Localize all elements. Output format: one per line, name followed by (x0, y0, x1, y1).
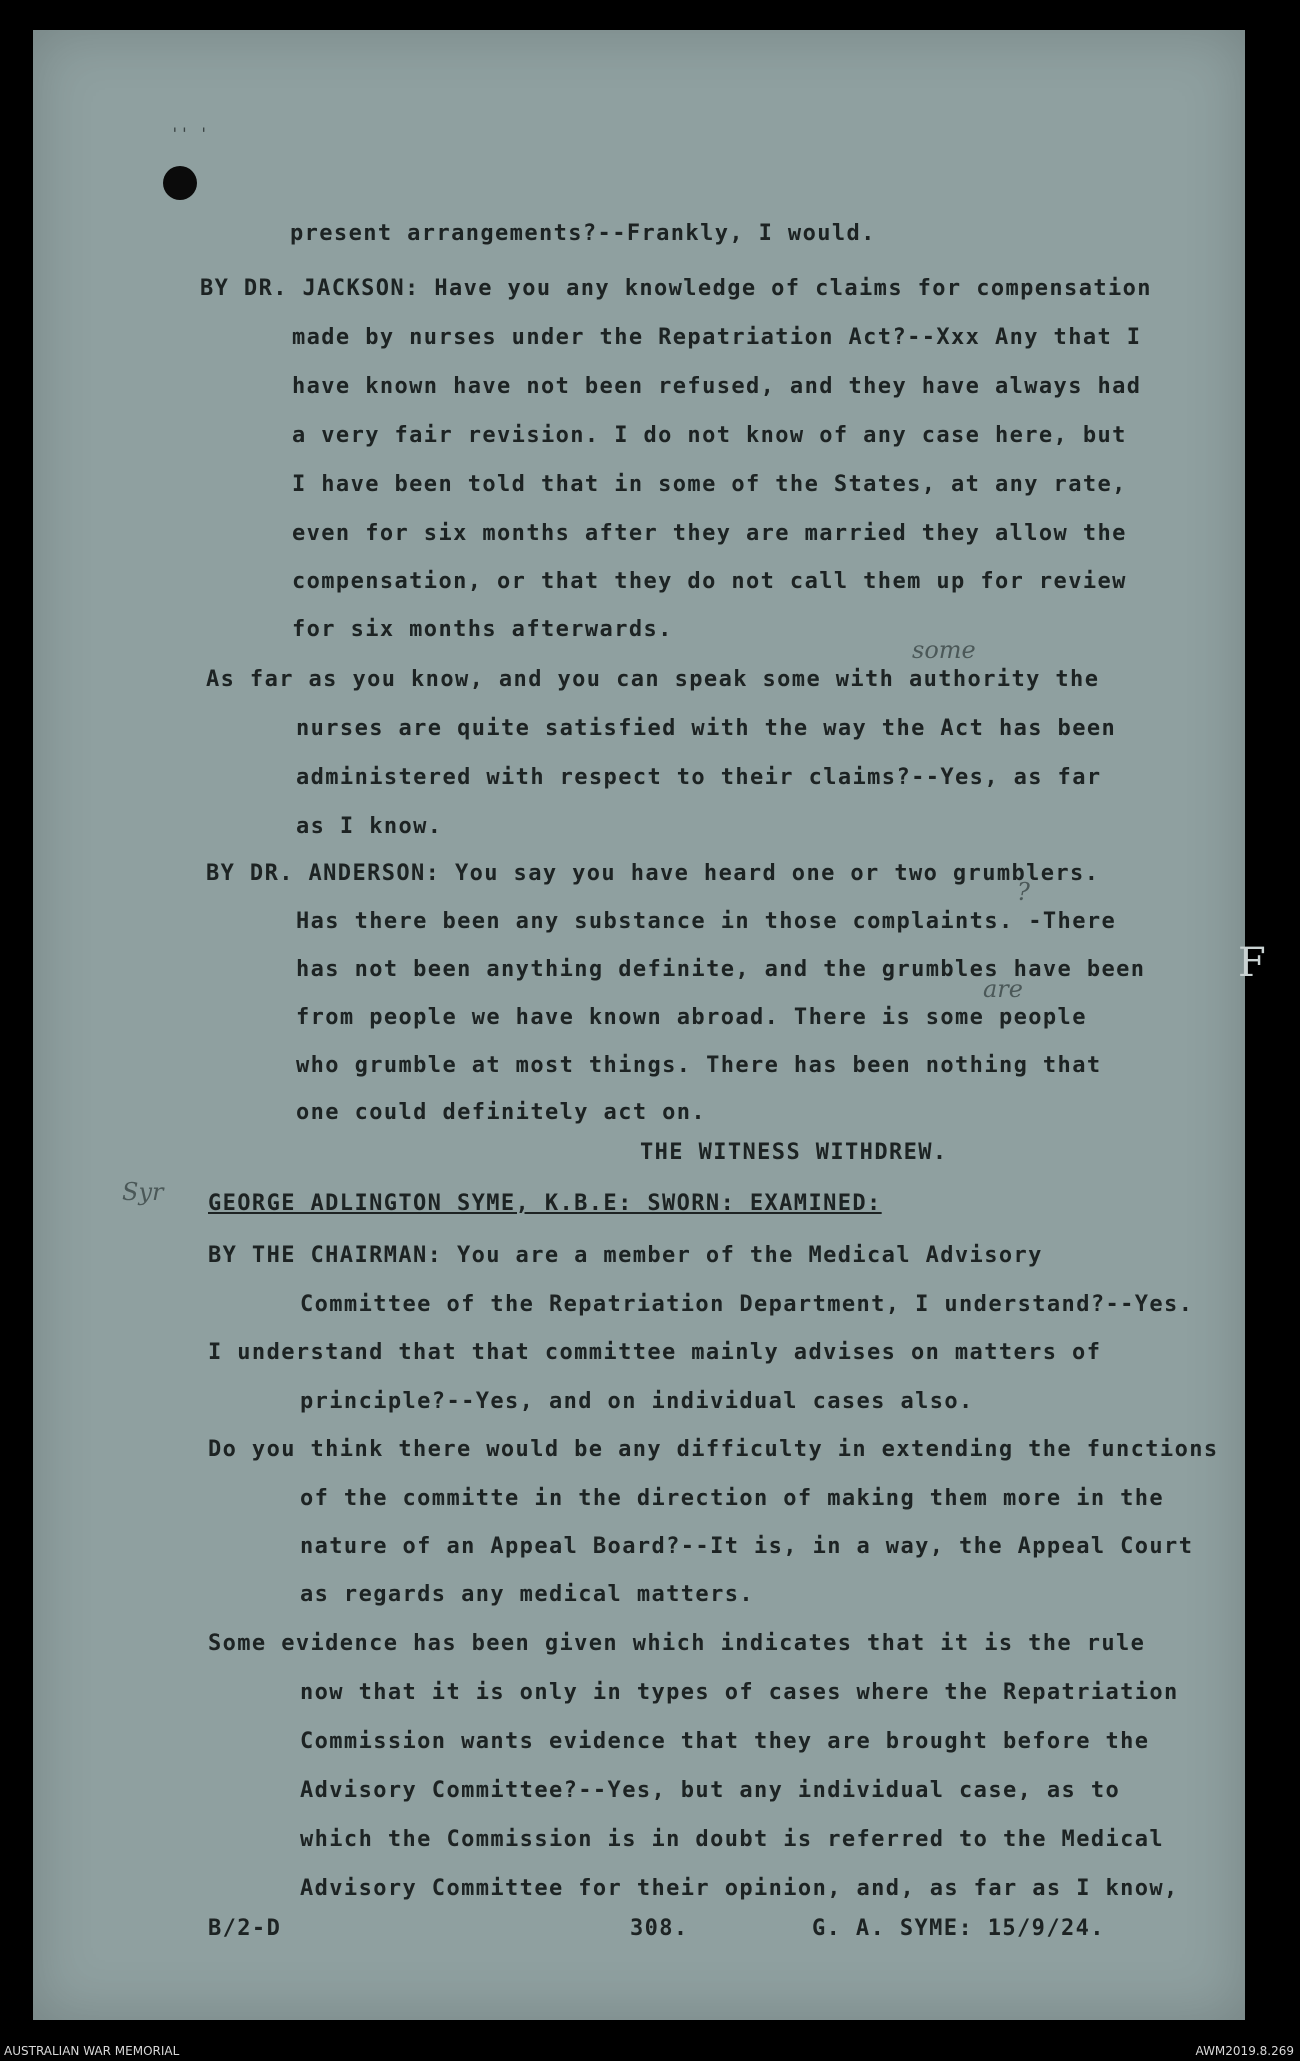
transcript-line: administered with respect to their claims?--Yes, as far (296, 765, 1102, 790)
handwritten-insertion: some (912, 636, 976, 664)
question-line: As far as you know, and you can speak some with authority the (206, 667, 1100, 692)
transcript-line: nurses are quite satisfied with the way the Act has been (296, 716, 1117, 741)
transcript-line: for six months afterwards. (292, 617, 673, 642)
transcript-line: Advisory Committee for their opinion, and, as far as I know, (300, 1876, 1179, 1901)
transcript-line: as I know. (296, 814, 443, 839)
transcript-line: who grumble at most things. There has been nothing that (296, 1053, 1102, 1078)
handwritten-insertion: are (983, 975, 1023, 1003)
witness-heading: GEORGE ADLINGTON SYME, K.B.E: SWORN: EXAMINED: (208, 1191, 882, 1216)
transcript-line: which the Commission is in doubt is referred to the Medical (300, 1827, 1165, 1852)
archive-caption: AUSTRALIAN WAR MEMORIAL (4, 2044, 180, 2058)
transcript-line: has not been anything definite, and the grumbles have been (296, 957, 1146, 982)
transcript-line: a very fair revision. I do not know of any case here, but (292, 423, 1127, 448)
witness-withdrew-line: THE WITNESS WITHDREW. (640, 1140, 948, 1165)
transcript-line: made by nurses under the Repatriation Act?--Xxx Any that I (292, 325, 1142, 350)
page-edge-mark: F (1238, 940, 1266, 986)
pencil-tick-marks: '' ' (170, 124, 209, 143)
speaker-line: BY DR. ANDERSON: You say you have heard one or two grumblers. (206, 861, 1100, 886)
transcript-line: as regards any medical matters. (300, 1582, 754, 1607)
transcript-line: now that it is only in types of cases where the Repatriation (300, 1680, 1179, 1705)
transcript-line: Commission wants evidence that they are brought before the (300, 1729, 1150, 1754)
handwritten-query-mark: ? (1017, 878, 1030, 906)
transcript-line: Advisory Committee?--Yes, but any individual case, as to (300, 1778, 1121, 1803)
archive-reference: AWM2019.8.269 (1195, 2044, 1294, 2058)
transcript-line: Committee of the Repatriation Department, I understand?--Yes. (300, 1292, 1194, 1317)
question-line: I understand that that committee mainly advises on matters of (208, 1340, 1102, 1365)
transcript-line: I have been told that in some of the States, at any rate, (292, 472, 1127, 497)
speaker-line: BY DR. JACKSON: Have you any knowledge of claims for compensation (200, 276, 1152, 301)
transcript-line: present arrangements?--Frankly, I would. (290, 221, 876, 246)
transcript-line: nature of an Appeal Board?--It is, in a way, the Appeal Court (300, 1534, 1194, 1559)
transcript-line: from people we have known abroad. There is some people (296, 1005, 1087, 1030)
question-line: Do you think there would be any difficulty in extending the functions (208, 1437, 1219, 1462)
transcript-line: compensation, or that they do not call them up for review (292, 569, 1127, 594)
footer-witness-date: G. A. SYME: 15/9/24. (812, 1916, 1105, 1941)
question-line: Some evidence has been given which indicates that it is the rule (208, 1631, 1146, 1656)
speaker-line: BY THE CHAIRMAN: You are a member of the Medical Advisory (208, 1243, 1043, 1268)
transcript-line: principle?--Yes, and on individual cases also. (300, 1389, 974, 1414)
transcript-line: even for six months after they are married they allow the (292, 521, 1127, 546)
transcript-line: of the committe in the direction of making them more in the (300, 1486, 1165, 1511)
transcript-line: have known have not been refused, and they have always had (292, 374, 1142, 399)
margin-note: Syr (122, 1178, 164, 1206)
footer-page-number: 308. (630, 1916, 689, 1941)
footer-reference: B/2-D (208, 1916, 282, 1941)
transcript-line: one could definitely act on. (296, 1100, 707, 1125)
punch-hole (163, 166, 197, 200)
transcript-line: Has there been any substance in those complaints. -There (296, 909, 1117, 934)
